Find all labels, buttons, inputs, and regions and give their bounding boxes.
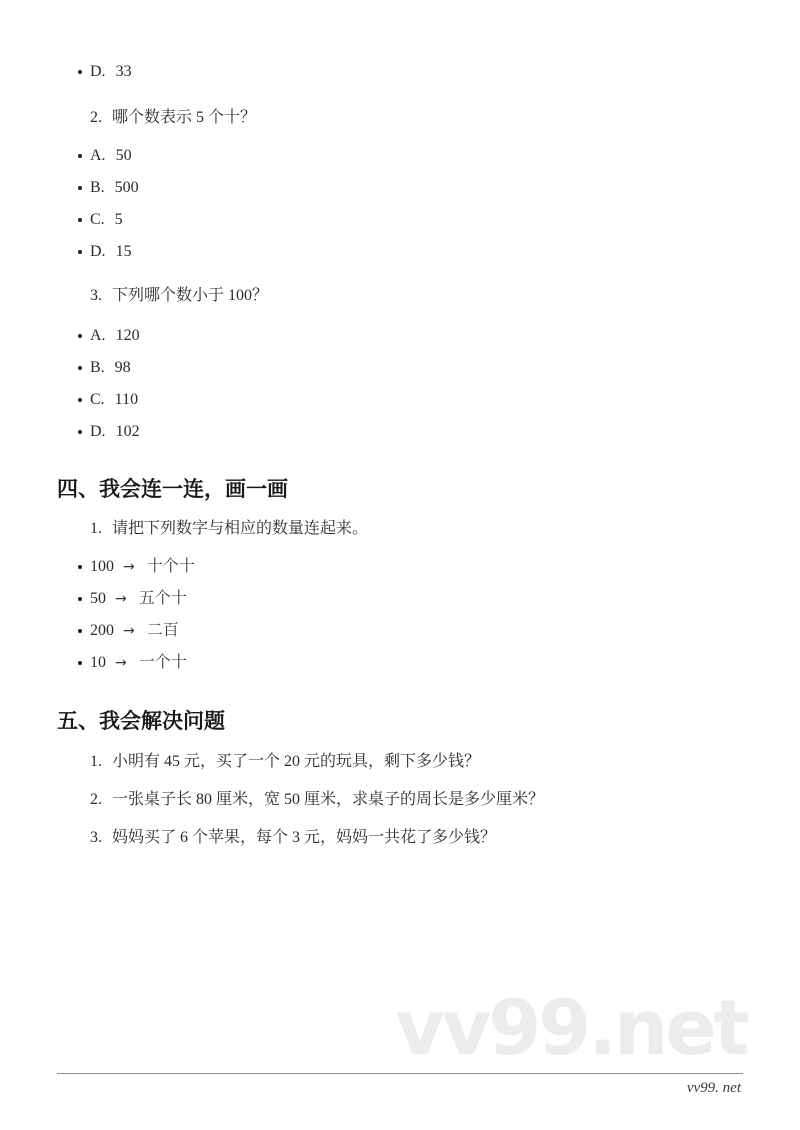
section-4-heading: 四、我会连一连，画一画 — [57, 478, 288, 501]
question-number: 3. — [90, 829, 102, 846]
match-list — [57, 556, 745, 674]
match-row — [57, 620, 745, 642]
match-row — [57, 556, 745, 578]
option-value: 102 — [115, 423, 140, 440]
question-number: 2. — [90, 109, 102, 126]
option-value: 15 — [115, 243, 132, 260]
word-problem-1 — [90, 751, 745, 773]
match-row — [57, 652, 745, 674]
question-number: 3. — [90, 287, 102, 304]
match-target: 十个十 — [146, 558, 195, 575]
word-problem-3 — [90, 827, 745, 849]
match-number: 10 — [90, 654, 106, 671]
option-label: A. — [90, 327, 106, 344]
question-number: 1. — [90, 520, 102, 537]
question-3 — [90, 285, 745, 307]
option-label: A. — [90, 147, 106, 164]
option-label: C. — [90, 391, 105, 408]
option-item — [57, 357, 745, 379]
question-number: 2. — [90, 791, 102, 808]
right-arrow-icon: → — [115, 591, 127, 607]
question-text: 哪个数表示 5 个十？ — [112, 109, 257, 126]
question-3-options — [57, 325, 745, 443]
right-arrow-icon: → — [115, 655, 127, 671]
question-text: 一张桌子长 80 厘米，宽 50 厘米，求桌子的周长是多少厘米？ — [112, 791, 545, 808]
orphan-option-list — [57, 61, 745, 83]
option-item — [57, 61, 745, 83]
option-value: 50 — [115, 147, 132, 164]
option-item — [57, 389, 745, 411]
question-text: 下列哪个数小于 100？ — [112, 287, 269, 304]
match-target: 一个十 — [138, 654, 187, 671]
question-2-options — [57, 145, 745, 263]
option-value: 98 — [114, 359, 131, 376]
match-row — [57, 588, 745, 610]
section-4-instruction — [90, 518, 745, 540]
option-item — [57, 177, 745, 199]
option-value: 5 — [114, 211, 123, 228]
match-number: 100 — [90, 558, 114, 575]
question-text: 妈妈买了 6 个苹果，每个 3 元，妈妈一共花了多少钱？ — [112, 829, 497, 846]
footer-site-label: vv99. net — [686, 1080, 741, 1096]
option-value: 120 — [115, 327, 140, 344]
footer-divider — [57, 1073, 743, 1074]
option-item — [57, 421, 745, 443]
option-item — [57, 209, 745, 231]
section-5-heading: 五、我会解决问题 — [57, 710, 225, 733]
question-number: 1. — [90, 753, 102, 770]
option-value: 33 — [115, 63, 132, 80]
match-number: 200 — [90, 622, 114, 639]
option-label: B. — [90, 179, 105, 196]
option-label: D. — [90, 243, 106, 260]
option-value: 110 — [114, 391, 139, 408]
right-arrow-icon: → — [123, 559, 135, 575]
question-text: 请把下列数字与相应的数量连起来。 — [112, 520, 369, 537]
question-2 — [90, 107, 745, 129]
question-text: 小明有 45 元，买了一个 20 元的玩具，剩下多少钱？ — [112, 753, 481, 770]
option-label: B. — [90, 359, 105, 376]
watermark-logo: vv99.net — [395, 983, 747, 1072]
right-arrow-icon: → — [123, 623, 135, 639]
match-number: 50 — [90, 590, 106, 607]
option-label: D. — [90, 63, 106, 80]
option-value: 500 — [114, 179, 139, 196]
option-label: C. — [90, 211, 105, 228]
match-target: 五个十 — [138, 590, 187, 607]
word-problem-2 — [90, 789, 745, 811]
option-item — [57, 325, 745, 347]
option-item — [57, 145, 745, 167]
option-item — [57, 241, 745, 263]
option-label: D. — [90, 423, 106, 440]
match-target: 二百 — [146, 622, 179, 639]
